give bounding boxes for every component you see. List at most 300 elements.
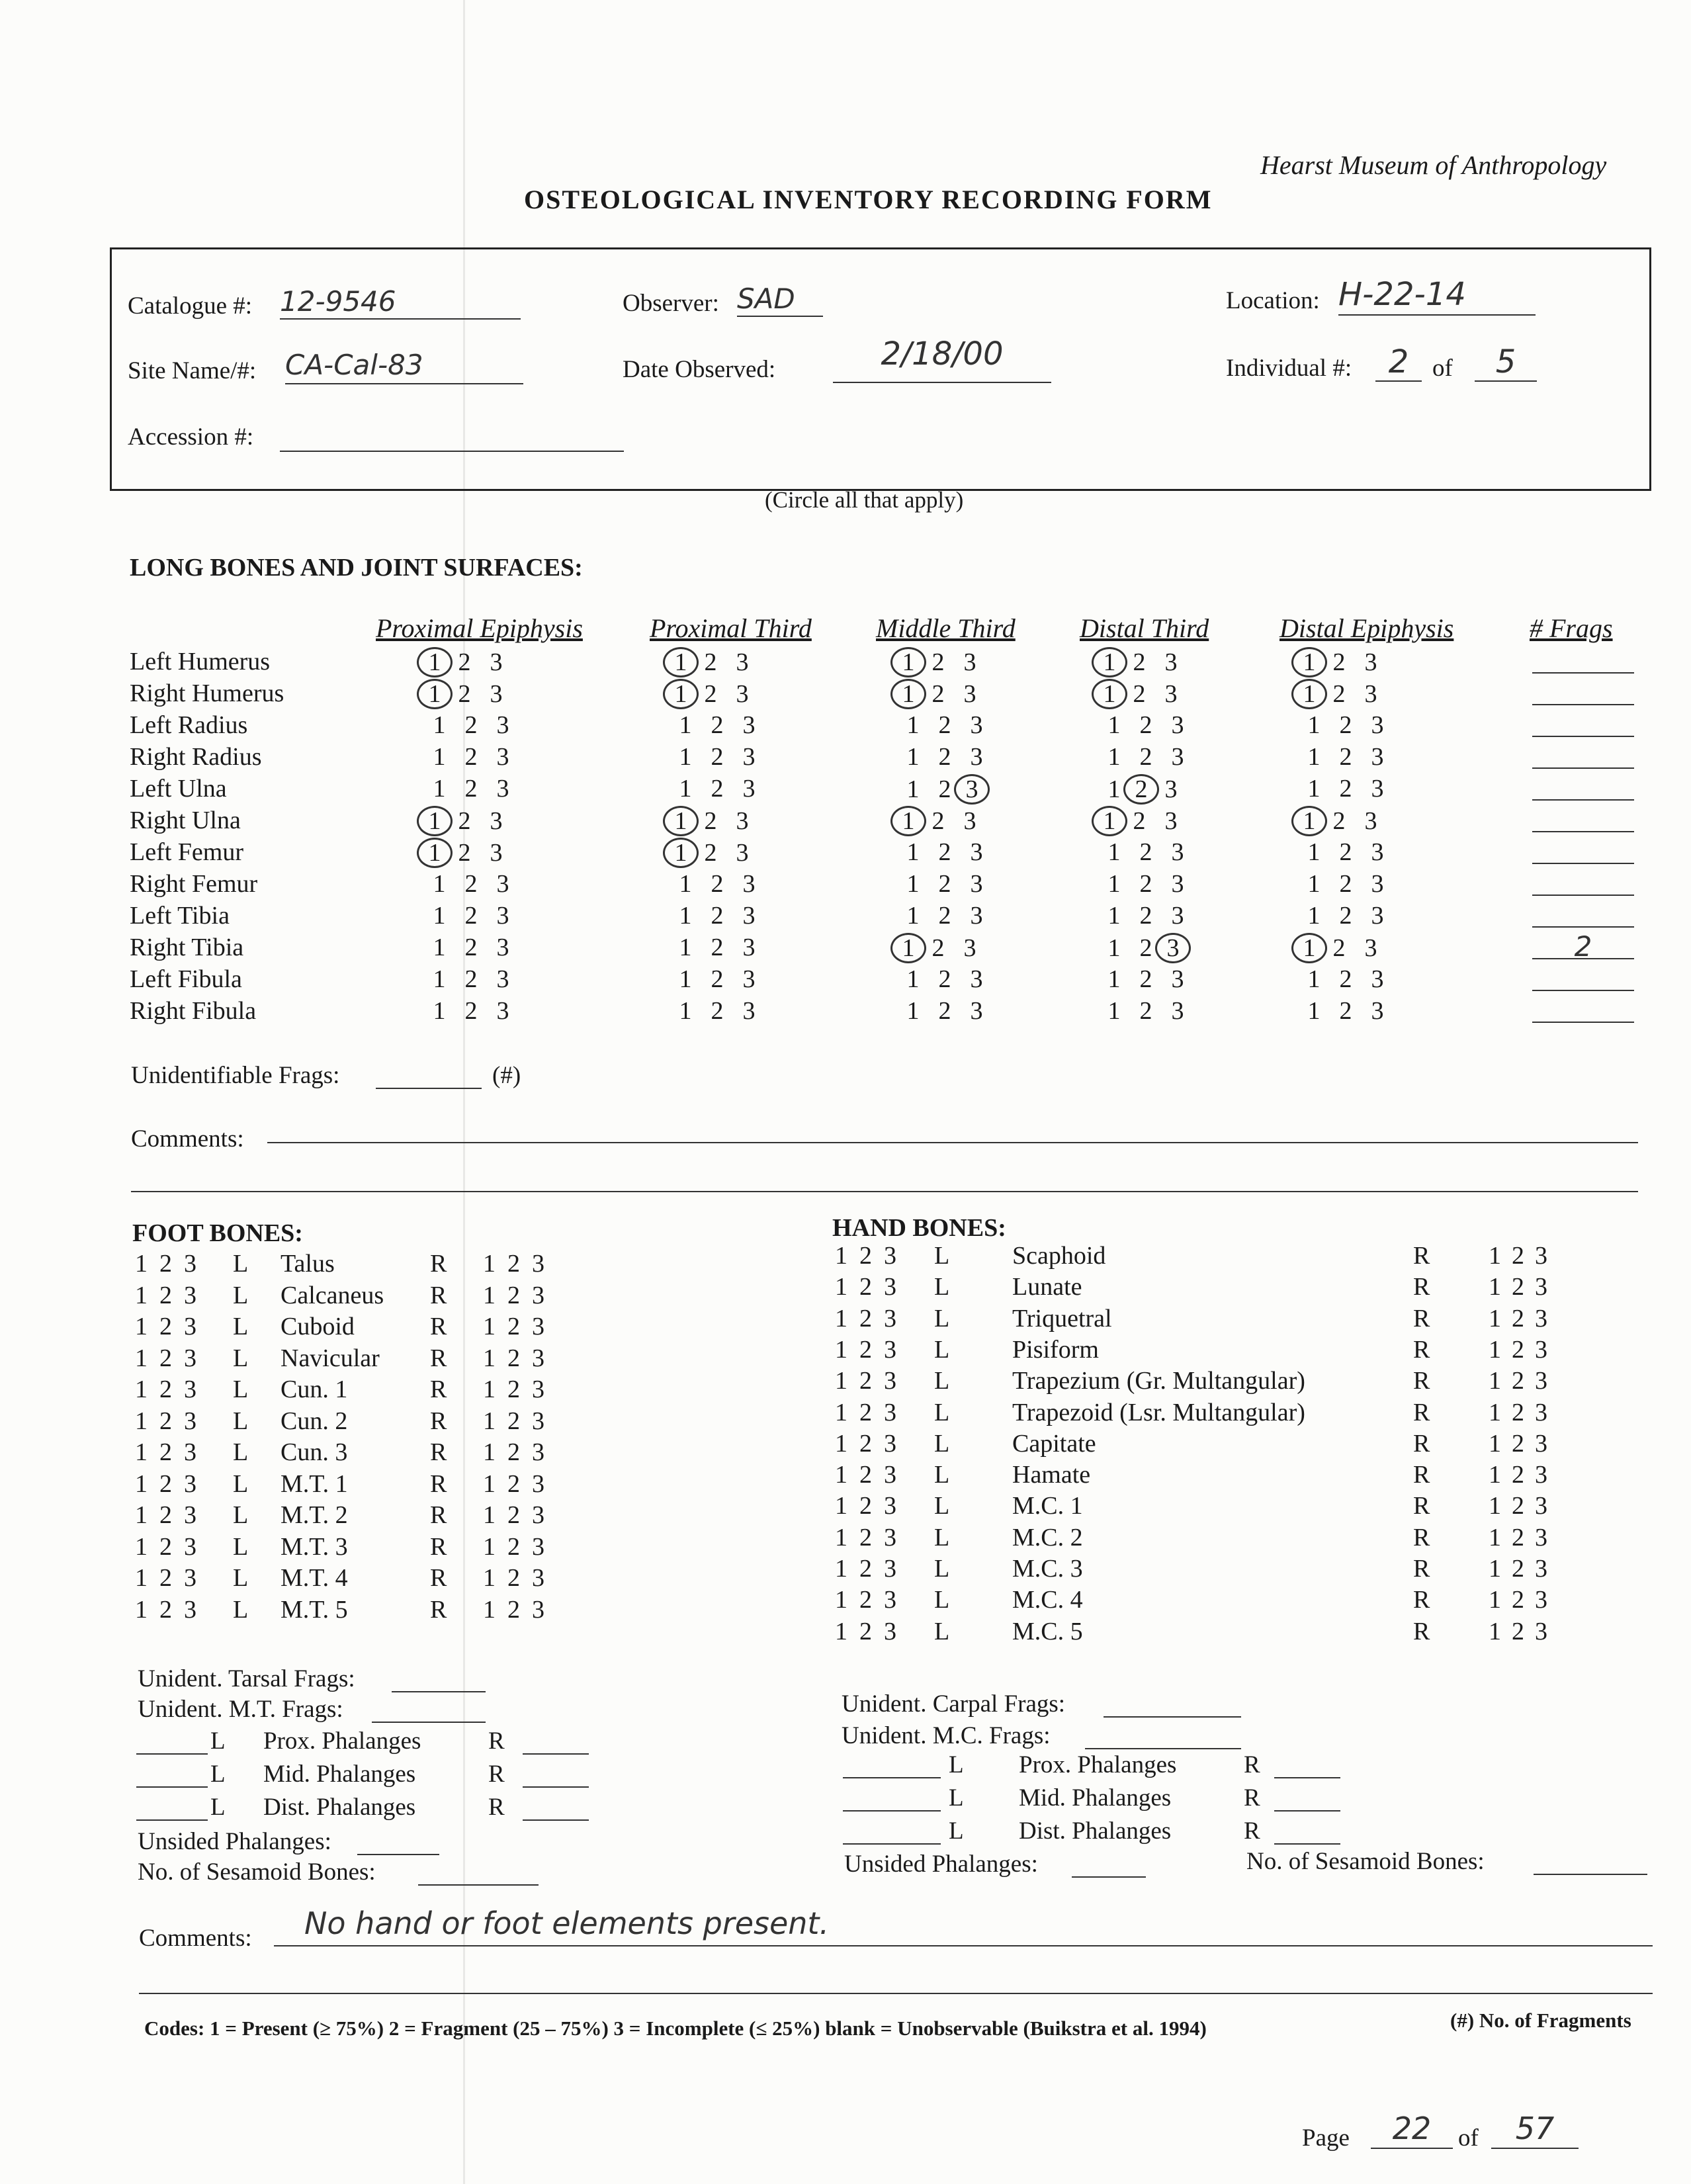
code-option[interactable]: 2 <box>464 775 478 803</box>
code-option[interactable]: 3 <box>1371 965 1384 993</box>
code-option[interactable]: 2 <box>938 870 951 898</box>
code-option[interactable]: 1 <box>835 1461 847 1489</box>
code-option[interactable]: 2 <box>938 838 951 866</box>
code-option[interactable]: 1 <box>1307 711 1321 739</box>
code-option[interactable]: 1 <box>135 1282 148 1309</box>
code-option[interactable]: 2 <box>1339 711 1352 739</box>
comments-line-2b[interactable] <box>139 1993 1653 1994</box>
code-option[interactable]: 2 <box>159 1438 172 1466</box>
code-option[interactable]: 1 <box>906 711 920 739</box>
code-option-circled[interactable]: 1 <box>417 806 453 836</box>
code-option[interactable]: 1 <box>835 1430 847 1458</box>
code-option[interactable]: 3 <box>496 934 509 961</box>
code-option[interactable]: 3 <box>1535 1305 1547 1332</box>
code-option[interactable]: 2 <box>159 1564 172 1592</box>
code-option[interactable]: 1 <box>1489 1555 1501 1583</box>
right-phalanx-field[interactable] <box>523 1760 589 1788</box>
code-option[interactable]: 3 <box>184 1501 196 1529</box>
code-option[interactable]: 1 <box>1489 1430 1501 1458</box>
code-option[interactable]: 2 <box>507 1470 520 1498</box>
right-phalanx-field[interactable] <box>1274 1751 1340 1778</box>
code-option[interactable]: 3 <box>970 997 983 1025</box>
code-option-circled[interactable]: 1 <box>1092 806 1127 836</box>
code-option[interactable]: 2 <box>458 680 471 708</box>
left-codes[interactable] <box>835 1554 908 1583</box>
code-option[interactable]: 3 <box>1171 997 1184 1025</box>
code-option[interactable]: 3 <box>1535 1242 1547 1270</box>
code-option[interactable]: 3 <box>496 711 509 739</box>
left-codes[interactable] <box>835 1398 908 1427</box>
right-codes[interactable] <box>1489 1366 1558 1395</box>
code-option[interactable]: 2 <box>1139 743 1152 771</box>
mt-frags-field[interactable] <box>372 1695 486 1723</box>
right-codes[interactable] <box>1489 1460 1558 1489</box>
right-codes[interactable] <box>483 1438 556 1467</box>
code-option[interactable]: 2 <box>464 902 478 930</box>
code-option[interactable]: 3 <box>963 934 976 962</box>
code-option[interactable]: 3 <box>184 1533 196 1561</box>
code-option[interactable]: 2 <box>464 997 478 1025</box>
code-option[interactable]: 2 <box>507 1250 520 1278</box>
code-option[interactable]: 2 <box>859 1399 872 1426</box>
left-phalanx-field[interactable] <box>843 1751 941 1778</box>
code-option[interactable]: 1 <box>483 1564 496 1592</box>
code-option[interactable]: 3 <box>1371 743 1384 771</box>
code-option[interactable]: 1 <box>835 1399 847 1426</box>
code-option[interactable]: 3 <box>184 1407 196 1435</box>
code-option[interactable]: 3 <box>496 870 509 898</box>
code-option[interactable]: 2 <box>859 1305 872 1332</box>
code-option[interactable]: 2 <box>711 934 724 961</box>
code-option[interactable]: 2 <box>1139 934 1152 962</box>
left-codes[interactable] <box>835 1272 908 1301</box>
code-option[interactable]: 2 <box>1512 1242 1524 1270</box>
code-option[interactable]: 2 <box>859 1367 872 1395</box>
code-option[interactable]: 2 <box>1139 997 1152 1025</box>
code-option[interactable]: 2 <box>507 1501 520 1529</box>
code-option[interactable]: 3 <box>490 807 503 835</box>
code-option[interactable]: 3 <box>742 997 756 1025</box>
code-option[interactable]: 3 <box>884 1461 896 1489</box>
code-option[interactable]: 1 <box>135 1313 148 1340</box>
code-option[interactable]: 3 <box>184 1564 196 1592</box>
code-option[interactable]: 2 <box>1133 648 1146 676</box>
left-codes[interactable] <box>835 1366 908 1395</box>
comments-value-2[interactable]: No hand or foot elements present. <box>304 1905 830 1941</box>
code-option[interactable]: 2 <box>932 807 945 835</box>
code-option[interactable]: 1 <box>1489 1399 1501 1426</box>
right-codes[interactable] <box>1489 1491 1558 1520</box>
tarsal-frags-field[interactable] <box>392 1665 486 1692</box>
code-option[interactable]: 3 <box>1535 1461 1547 1489</box>
code-option[interactable]: 2 <box>507 1407 520 1435</box>
code-option[interactable]: 1 <box>1489 1492 1501 1520</box>
code-option[interactable]: 2 <box>1512 1273 1524 1301</box>
code-option[interactable]: 1 <box>1107 965 1121 993</box>
code-option[interactable]: 2 <box>1332 680 1346 708</box>
code-option[interactable]: 3 <box>532 1250 544 1278</box>
code-option[interactable]: 2 <box>159 1596 172 1624</box>
code-option[interactable]: 2 <box>859 1618 872 1645</box>
right-codes[interactable] <box>1489 1429 1558 1458</box>
code-option[interactable]: 2 <box>159 1407 172 1435</box>
code-option[interactable]: 2 <box>1512 1430 1524 1458</box>
code-option[interactable]: 2 <box>704 680 717 708</box>
code-option[interactable]: 2 <box>507 1376 520 1403</box>
code-option[interactable]: 1 <box>835 1524 847 1551</box>
code-option[interactable]: 2 <box>938 965 951 993</box>
code-option[interactable]: 1 <box>835 1242 847 1270</box>
code-option[interactable]: 1 <box>1307 902 1321 930</box>
code-option[interactable]: 2 <box>1332 807 1346 835</box>
code-option[interactable]: 3 <box>1371 997 1384 1025</box>
right-codes[interactable] <box>1489 1554 1558 1583</box>
code-option[interactable]: 3 <box>736 807 749 835</box>
code-option-circled[interactable]: 1 <box>663 806 699 836</box>
code-option[interactable]: 2 <box>932 934 945 962</box>
code-option[interactable]: 3 <box>496 997 509 1025</box>
code-option[interactable]: 1 <box>135 1250 148 1278</box>
code-option[interactable]: 2 <box>1339 838 1352 866</box>
code-option[interactable]: 1 <box>679 965 692 993</box>
code-option[interactable]: 3 <box>532 1313 544 1340</box>
code-option[interactable]: 2 <box>1339 743 1352 771</box>
frags-field[interactable] <box>1532 962 1634 991</box>
code-option[interactable]: 3 <box>963 807 976 835</box>
code-option-circled[interactable]: 1 <box>417 647 453 677</box>
code-option[interactable]: 3 <box>490 648 503 676</box>
code-option[interactable]: 3 <box>884 1367 896 1395</box>
right-codes[interactable] <box>1489 1523 1558 1552</box>
code-option[interactable]: 3 <box>1371 902 1384 930</box>
code-option[interactable]: 2 <box>1339 902 1352 930</box>
code-option[interactable]: 2 <box>1512 1336 1524 1364</box>
code-option-circled[interactable]: 1 <box>663 679 699 709</box>
code-option[interactable]: 1 <box>835 1305 847 1332</box>
code-option[interactable]: 1 <box>679 902 692 930</box>
right-codes[interactable] <box>1489 1398 1558 1427</box>
location-field[interactable]: H-22-14 <box>1338 276 1536 316</box>
code-option[interactable]: 3 <box>1164 807 1178 835</box>
code-option[interactable]: 3 <box>1364 934 1377 962</box>
code-option[interactable]: 3 <box>742 965 756 993</box>
right-codes[interactable] <box>1489 1617 1558 1646</box>
code-option[interactable]: 2 <box>1139 838 1152 866</box>
right-codes[interactable] <box>1489 1585 1558 1614</box>
code-option[interactable]: 1 <box>135 1470 148 1498</box>
code-option[interactable]: 3 <box>184 1438 196 1466</box>
code-option[interactable]: 2 <box>507 1533 520 1561</box>
left-codes[interactable] <box>835 1429 908 1458</box>
code-option[interactable]: 2 <box>711 902 724 930</box>
code-option[interactable]: 3 <box>1171 711 1184 739</box>
code-option[interactable]: 3 <box>970 711 983 739</box>
code-option-circled[interactable]: 1 <box>417 838 453 868</box>
code-option[interactable]: 3 <box>970 965 983 993</box>
code-option[interactable]: 2 <box>159 1344 172 1372</box>
code-option-circled[interactable]: 3 <box>954 774 990 805</box>
code-option-circled[interactable]: 1 <box>1092 679 1127 709</box>
code-option[interactable]: 3 <box>532 1470 544 1498</box>
date-field[interactable]: 2/18/00 <box>833 335 1051 383</box>
code-option[interactable]: 2 <box>464 965 478 993</box>
code-option[interactable]: 1 <box>433 902 446 930</box>
frags-field[interactable] <box>1532 835 1634 864</box>
frags-field[interactable] <box>1532 867 1634 896</box>
right-phalanx-field[interactable] <box>1274 1817 1340 1845</box>
page-number-field[interactable]: 22 <box>1371 2111 1453 2149</box>
code-option[interactable]: 2 <box>1512 1524 1524 1551</box>
right-codes[interactable] <box>483 1469 556 1499</box>
frags-field[interactable] <box>1532 771 1634 801</box>
code-option[interactable]: 3 <box>184 1250 196 1278</box>
code-option[interactable]: 2 <box>1139 711 1152 739</box>
code-option[interactable]: 1 <box>679 997 692 1025</box>
comments-line-1b[interactable] <box>131 1191 1638 1192</box>
accession-field[interactable] <box>280 421 624 452</box>
code-option[interactable]: 3 <box>184 1344 196 1372</box>
code-option[interactable]: 2 <box>711 870 724 898</box>
code-option[interactable]: 1 <box>433 997 446 1025</box>
code-option[interactable]: 3 <box>1164 775 1178 803</box>
code-option[interactable]: 3 <box>184 1313 196 1340</box>
code-option[interactable]: 1 <box>1307 965 1321 993</box>
frags-field[interactable] <box>1532 803 1634 832</box>
code-option[interactable]: 3 <box>1171 902 1184 930</box>
left-codes[interactable] <box>135 1312 208 1341</box>
code-option[interactable]: 2 <box>704 648 717 676</box>
code-option[interactable]: 1 <box>483 1407 496 1435</box>
code-option[interactable]: 2 <box>1512 1555 1524 1583</box>
code-option[interactable]: 2 <box>859 1555 872 1583</box>
code-option[interactable]: 2 <box>1512 1618 1524 1645</box>
site-field[interactable]: CA-Cal-83 <box>285 349 523 384</box>
code-option[interactable]: 2 <box>1512 1305 1524 1332</box>
code-option[interactable]: 1 <box>1107 997 1121 1025</box>
code-option[interactable]: 3 <box>496 775 509 803</box>
code-option[interactable]: 1 <box>483 1250 496 1278</box>
code-option[interactable]: 2 <box>1339 965 1352 993</box>
code-option[interactable]: 2 <box>1512 1461 1524 1489</box>
code-option[interactable]: 2 <box>1133 680 1146 708</box>
left-codes[interactable] <box>135 1375 208 1404</box>
code-option[interactable]: 1 <box>433 934 446 961</box>
code-option[interactable]: 2 <box>711 997 724 1025</box>
code-option[interactable]: 1 <box>1489 1524 1501 1551</box>
right-codes[interactable] <box>483 1532 556 1561</box>
code-option[interactable]: 1 <box>1489 1273 1501 1301</box>
code-option[interactable]: 2 <box>464 934 478 961</box>
code-option[interactable]: 1 <box>433 775 446 803</box>
hand-unsided-field[interactable] <box>1072 1850 1146 1878</box>
code-option[interactable]: 3 <box>1371 838 1384 866</box>
code-option[interactable]: 1 <box>1307 870 1321 898</box>
code-option[interactable]: 3 <box>1171 838 1184 866</box>
code-option[interactable]: 2 <box>711 711 724 739</box>
left-codes[interactable] <box>835 1241 908 1270</box>
code-option[interactable]: 1 <box>835 1618 847 1645</box>
code-option[interactable]: 3 <box>884 1524 896 1551</box>
code-option[interactable]: 2 <box>464 711 478 739</box>
code-option[interactable]: 1 <box>1307 775 1321 803</box>
code-option[interactable]: 1 <box>1489 1618 1501 1645</box>
comments-line-1[interactable] <box>267 1142 1638 1143</box>
observer-field[interactable]: SAD <box>737 283 823 317</box>
frags-field[interactable] <box>1532 994 1634 1023</box>
frags-field[interactable] <box>1532 740 1634 769</box>
foot-sesamoid-field[interactable] <box>418 1858 539 1886</box>
left-codes[interactable] <box>835 1304 908 1333</box>
code-option[interactable]: 1 <box>906 870 920 898</box>
code-option[interactable]: 1 <box>906 838 920 866</box>
code-option[interactable]: 1 <box>483 1501 496 1529</box>
comments-line-2[interactable] <box>274 1945 1653 1946</box>
code-option[interactable]: 3 <box>1535 1555 1547 1583</box>
code-option[interactable]: 3 <box>970 838 983 866</box>
mc-frags-field[interactable] <box>1085 1722 1241 1749</box>
code-option[interactable]: 2 <box>1139 902 1152 930</box>
code-option[interactable]: 3 <box>742 902 756 930</box>
code-option[interactable]: 2 <box>507 1282 520 1309</box>
code-option[interactable]: 1 <box>135 1376 148 1403</box>
code-option-circled[interactable]: 1 <box>1291 647 1327 677</box>
carpal-frags-field[interactable] <box>1104 1690 1241 1718</box>
code-option[interactable]: 3 <box>532 1596 544 1624</box>
code-option[interactable]: 3 <box>1535 1524 1547 1551</box>
code-option-circled[interactable]: 2 <box>1123 774 1159 805</box>
code-option[interactable]: 2 <box>1133 807 1146 835</box>
code-option[interactable]: 2 <box>1139 965 1152 993</box>
code-option[interactable]: 3 <box>736 648 749 676</box>
code-option[interactable]: 3 <box>884 1399 896 1426</box>
code-option[interactable]: 2 <box>1339 997 1352 1025</box>
left-phalanx-field[interactable] <box>136 1760 208 1788</box>
code-option[interactable]: 2 <box>711 965 724 993</box>
code-option[interactable]: 2 <box>859 1242 872 1270</box>
code-option[interactable]: 1 <box>1307 838 1321 866</box>
code-option[interactable]: 3 <box>1164 680 1178 708</box>
code-option[interactable]: 2 <box>859 1586 872 1614</box>
code-option[interactable]: 3 <box>184 1282 196 1309</box>
code-option-circled[interactable]: 1 <box>663 838 699 868</box>
code-option[interactable]: 3 <box>532 1564 544 1592</box>
code-option[interactable]: 1 <box>135 1438 148 1466</box>
right-codes[interactable] <box>1489 1272 1558 1301</box>
code-option[interactable]: 3 <box>742 743 756 771</box>
code-option[interactable]: 3 <box>184 1470 196 1498</box>
code-option[interactable]: 3 <box>532 1376 544 1403</box>
code-option[interactable]: 3 <box>736 839 749 867</box>
right-codes[interactable] <box>1489 1241 1558 1270</box>
frags-field[interactable] <box>1532 708 1634 737</box>
code-option-circled[interactable]: 1 <box>663 647 699 677</box>
code-option-circled[interactable]: 1 <box>1092 647 1127 677</box>
code-option[interactable]: 1 <box>433 870 446 898</box>
right-codes[interactable] <box>483 1407 556 1436</box>
code-option[interactable]: 2 <box>159 1313 172 1340</box>
code-option[interactable]: 3 <box>970 743 983 771</box>
code-option-circled[interactable]: 1 <box>890 679 926 709</box>
code-option[interactable]: 1 <box>679 711 692 739</box>
code-option[interactable]: 3 <box>884 1586 896 1614</box>
code-option[interactable]: 3 <box>532 1282 544 1309</box>
code-option[interactable]: 2 <box>507 1438 520 1466</box>
code-option[interactable]: 1 <box>433 965 446 993</box>
left-codes[interactable] <box>135 1344 208 1373</box>
code-option[interactable]: 1 <box>679 870 692 898</box>
code-option[interactable]: 2 <box>1339 775 1352 803</box>
code-option[interactable]: 1 <box>835 1555 847 1583</box>
code-option[interactable]: 2 <box>938 743 951 771</box>
code-option[interactable]: 1 <box>1489 1586 1501 1614</box>
left-codes[interactable] <box>135 1438 208 1467</box>
left-codes[interactable] <box>135 1469 208 1499</box>
code-option[interactable]: 3 <box>970 870 983 898</box>
code-option[interactable]: 3 <box>1535 1399 1547 1426</box>
code-option[interactable]: 2 <box>507 1564 520 1592</box>
code-option[interactable]: 2 <box>507 1596 520 1624</box>
left-codes[interactable] <box>835 1617 908 1646</box>
code-option[interactable]: 1 <box>906 743 920 771</box>
code-option[interactable]: 3 <box>1171 870 1184 898</box>
code-option[interactable]: 3 <box>1164 648 1178 676</box>
code-option[interactable]: 3 <box>496 743 509 771</box>
code-option[interactable]: 3 <box>1535 1273 1547 1301</box>
code-option[interactable]: 2 <box>1339 870 1352 898</box>
code-option[interactable]: 1 <box>1107 711 1121 739</box>
code-option[interactable]: 3 <box>532 1344 544 1372</box>
code-option[interactable]: 3 <box>736 680 749 708</box>
code-option[interactable]: 3 <box>184 1376 196 1403</box>
catalogue-field[interactable]: 12-9546 <box>280 285 521 320</box>
code-option[interactable]: 2 <box>859 1492 872 1520</box>
code-option[interactable]: 1 <box>1107 902 1121 930</box>
code-option[interactable]: 2 <box>507 1344 520 1372</box>
code-option[interactable]: 3 <box>884 1430 896 1458</box>
code-option[interactable]: 2 <box>859 1524 872 1551</box>
code-option[interactable]: 1 <box>906 775 920 803</box>
code-option[interactable]: 2 <box>704 807 717 835</box>
code-option[interactable]: 3 <box>490 839 503 867</box>
code-option[interactable]: 3 <box>884 1618 896 1645</box>
code-option[interactable]: 2 <box>1512 1399 1524 1426</box>
code-option[interactable]: 1 <box>1307 743 1321 771</box>
code-option[interactable]: 2 <box>859 1273 872 1301</box>
code-option[interactable]: 3 <box>1171 965 1184 993</box>
code-option[interactable]: 3 <box>1535 1618 1547 1645</box>
right-codes[interactable] <box>1489 1335 1558 1364</box>
frags-field[interactable] <box>1532 898 1634 928</box>
code-option[interactable]: 1 <box>835 1586 847 1614</box>
left-phalanx-field[interactable] <box>136 1793 208 1821</box>
code-option[interactable]: 3 <box>884 1555 896 1583</box>
code-option[interactable]: 1 <box>906 965 920 993</box>
code-option[interactable]: 1 <box>1107 934 1121 962</box>
code-option[interactable]: 1 <box>135 1564 148 1592</box>
code-option[interactable]: 1 <box>835 1367 847 1395</box>
code-option-circled[interactable]: 1 <box>1291 679 1327 709</box>
unident-frags-field[interactable] <box>376 1061 482 1089</box>
code-option[interactable]: 3 <box>1364 680 1377 708</box>
code-option[interactable]: 2 <box>159 1376 172 1403</box>
code-option[interactable]: 1 <box>433 711 446 739</box>
code-option[interactable]: 3 <box>963 648 976 676</box>
code-option[interactable]: 1 <box>135 1596 148 1624</box>
code-option[interactable]: 2 <box>938 997 951 1025</box>
left-codes[interactable] <box>835 1491 908 1520</box>
code-option[interactable]: 2 <box>711 775 724 803</box>
code-option[interactable]: 3 <box>742 870 756 898</box>
